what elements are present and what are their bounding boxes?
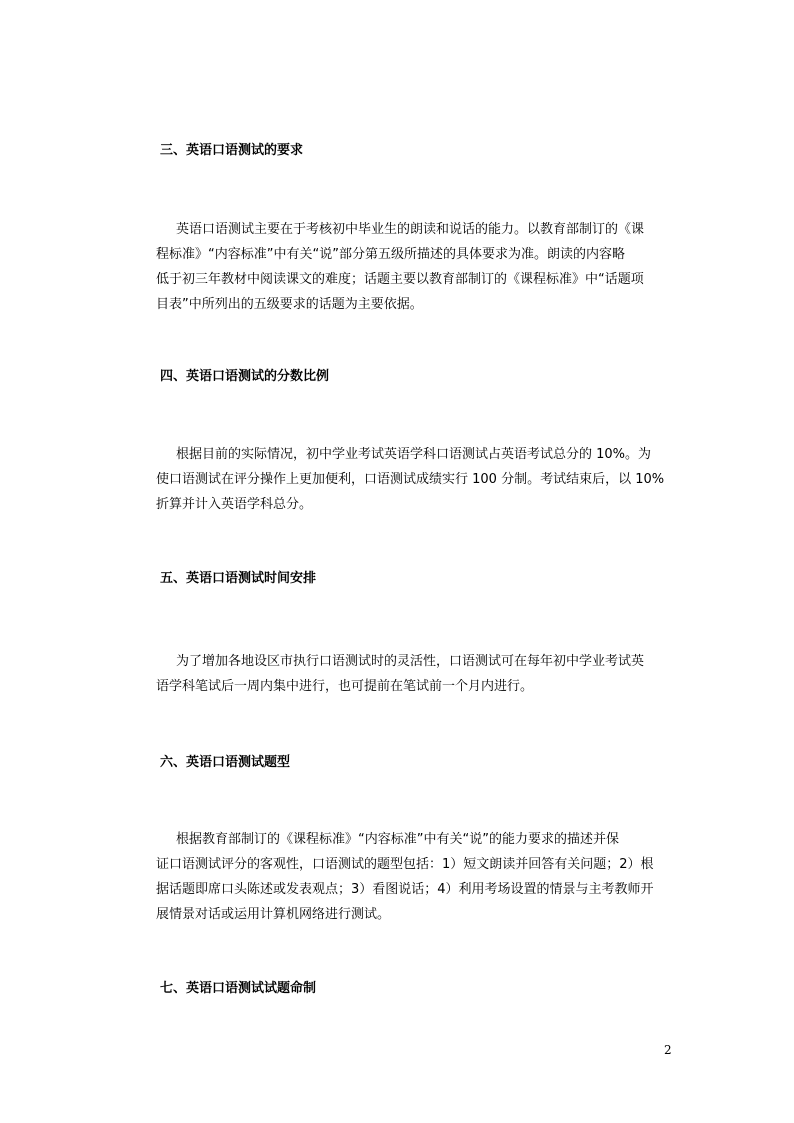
section-heading-7: 七、英语口语测试试题命制 bbox=[160, 981, 317, 996]
section-heading-6: 六、英语口语测试题型 bbox=[160, 755, 291, 770]
section-paragraph-6 bbox=[138, 827, 668, 927]
page-number: 2 bbox=[664, 1043, 672, 1057]
paragraph-line: 使口语测试在评分操作上更加便利，口语测试成绩实行 100 分制。考试结束后，以 10% bbox=[156, 472, 665, 487]
section-paragraph-5 bbox=[138, 649, 668, 699]
paragraph-line: 低于初三年教材中阅读课文的难度；话题主要以教育部制订的《课程标准》中“话题项 bbox=[156, 272, 644, 287]
section-heading-3: 三、英语口语测试的要求 bbox=[160, 143, 304, 158]
paragraph-line: 根据目前的实际情况，初中学业考试英语学科口语测试占英语考试总分的 10%。为 bbox=[176, 447, 652, 462]
paragraph-line: 英语口语测试主要在于考核初中毕业生的朗读和说话的能力。以教育部制订的《课 bbox=[176, 222, 645, 237]
section-paragraph-4 bbox=[138, 442, 668, 517]
paragraph-line: 根据教育部制订的《课程标准》“内容标准”中有关“说”的能力要求的描述并保 bbox=[176, 832, 619, 847]
paragraph-line: 程标准》“内容标准”中有关“说”部分第五级所描述的具体要求为准。朗读的内容略 bbox=[156, 247, 625, 262]
paragraph-line: 据话题即席口头陈述或发表观点；3）看图说话；4）利用考场设置的情景与主考教师开 bbox=[156, 882, 654, 897]
paragraph-line: 为了增加各地设区市执行口语测试时的灵活性，口语测试可在每年初中学业考试英 bbox=[176, 654, 645, 669]
section-heading-5: 五、英语口语测试时间安排 bbox=[160, 571, 317, 586]
paragraph-line: 语学科笔试后一周内集中进行，也可提前在笔试前一个月内进行。 bbox=[156, 679, 534, 694]
paragraph-line: 目表”中所列出的五级要求的话题为主要依据。 bbox=[156, 297, 423, 312]
paragraph-line: 折算并计入英语学科总分。 bbox=[156, 497, 313, 512]
paragraph-line: 展情景对话或运用计算机网络进行测试。 bbox=[156, 907, 391, 922]
section-paragraph-3 bbox=[138, 217, 668, 317]
section-heading-4: 四、英语口语测试的分数比例 bbox=[160, 369, 330, 384]
paragraph-line: 证口语测试评分的客观性，口语测试的题型包括：1）短文朗读并回答有关问题；2）根 bbox=[156, 857, 654, 872]
